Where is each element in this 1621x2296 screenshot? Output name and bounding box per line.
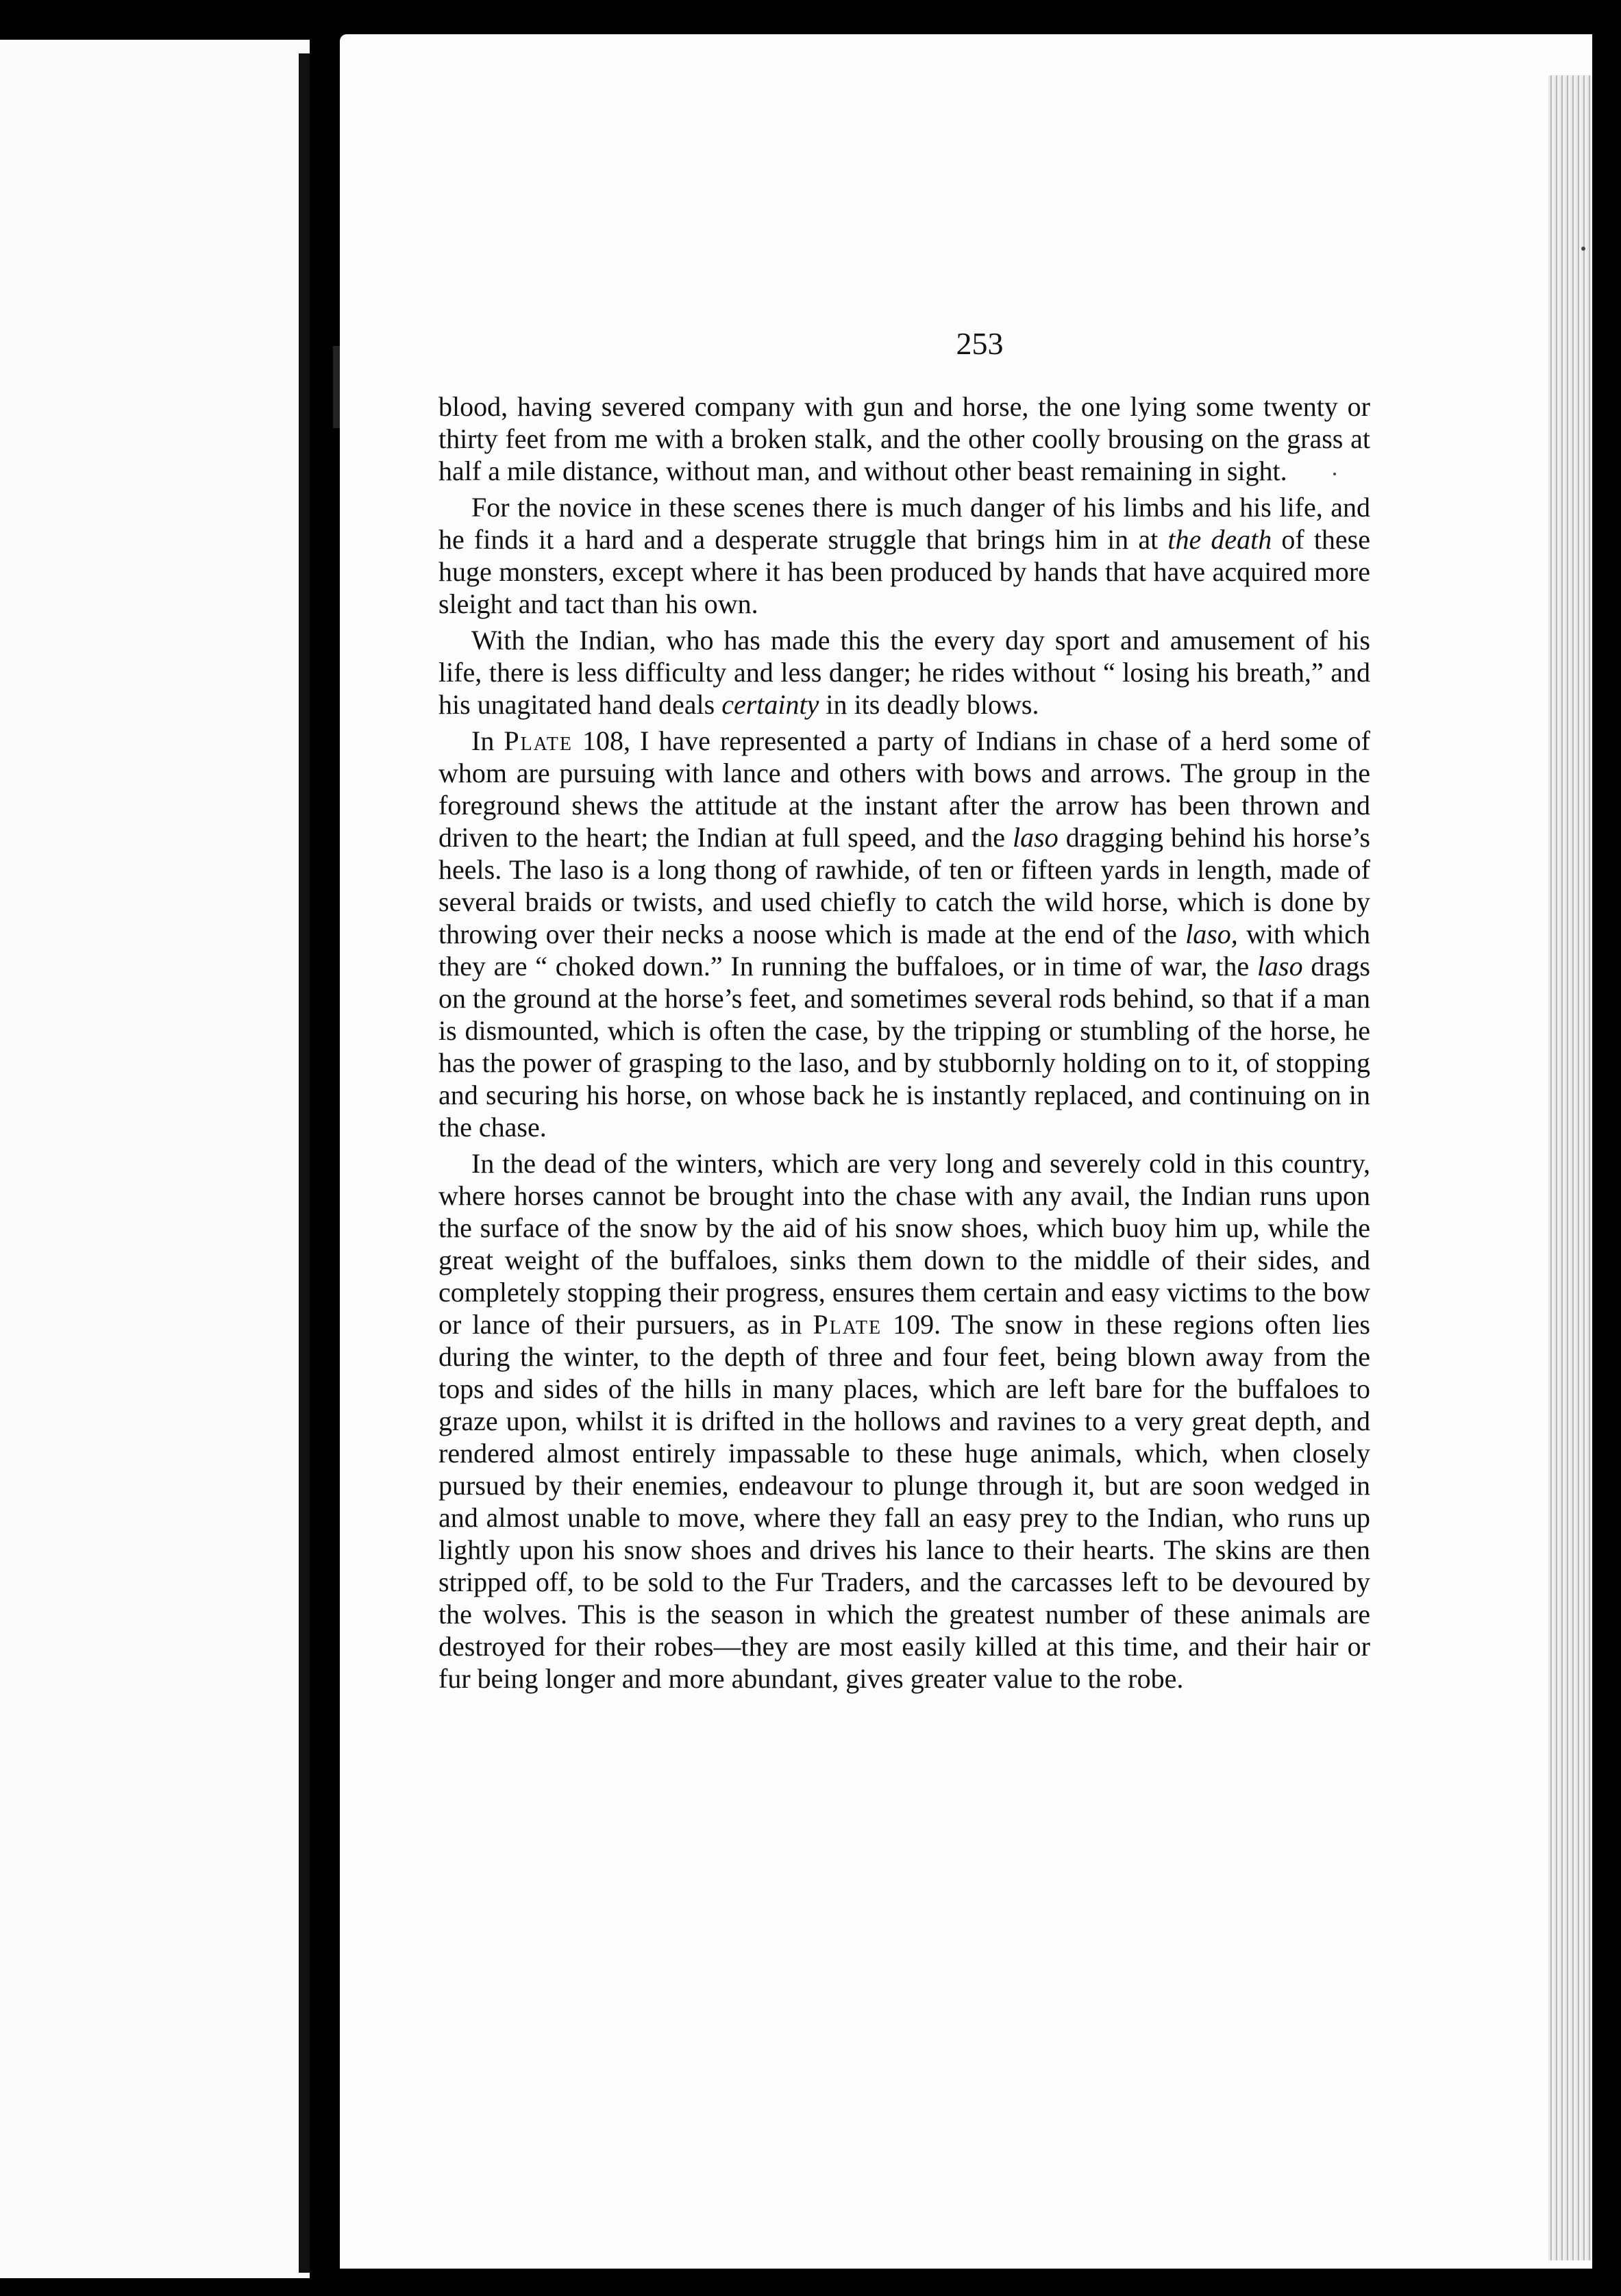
paragraph-text: In the dead of the winters, which are very long and severely cold in this country, where horses cannot be brought into the chase with any avail, the Indian runs upon the surface of the snow by the aid of his snow shoes, which buoy him up, while the great weight of the buffaloes, sinks them down to the middle of their sides, and completely stopping their progress, ensures them certain and easy victims to the bow or lance of their pursuers, as in [438, 1148, 1370, 1340]
paragraph [438, 624, 1370, 721]
left-page-edge [299, 53, 310, 2273]
paragraph [438, 725, 1370, 1143]
paragraph [438, 1147, 1370, 1695]
page-number: 253 [956, 326, 1004, 361]
right-page [340, 34, 1592, 2269]
plate-reference: Plate [813, 1309, 882, 1340]
paragraph-text: of these huge monsters, except where it has been produced by hands that have acquired more sleight and tact than his own. [438, 524, 1371, 619]
paragraph [438, 491, 1370, 620]
italic-phrase: laso [1013, 822, 1059, 853]
italic-phrase: the death [1167, 524, 1272, 555]
binding-mark [333, 346, 340, 428]
book-gutter [310, 0, 340, 2296]
paragraph-text: blood, having severed company with gun and horse, the one lying some twenty or thirty feet from me with a broken stalk, and the other coolly brousing on the grass at half a mile distance, without man, and without other beast remaining in sight. [438, 391, 1370, 486]
paragraph-text: 108, I have represented a party of Indians in chase of a herd some of whom are pursuing with lance and others with bows and arrows. The group in the foreground shews the attitude at the instant after the arrow has been thrown and driven to the heart; the Indian at full speed, and the [438, 725, 1370, 853]
paper-speck [1333, 473, 1336, 475]
italic-phrase: laso [1257, 951, 1303, 982]
paragraph-text: with which they are “ choked down.” In running the buffaloes, or in time of war, the [438, 919, 1370, 982]
paragraph-text: dragging behind his horse’s heels. The laso is a long thong of rawhide, of ten or fifteen yards in length, made of several braids or twists, and used chiefly to catch the wild horse, which is done by throwing over their necks a noose which is made at the end of the [438, 822, 1371, 949]
paragraph [438, 390, 1370, 487]
paragraph-text: 109. The snow in these regions often lies during the winter, to the depth of three and four feet, being blown away from the tops and sides of the hills in many places, which are left bare for the buffaloes to graze upon, whilst it is drifted in the hollows and ravines to a very great depth, and rendered almost entirely impassable to these huge animals, which, when closely pursued by their enemies, endeavour to plunge through it, but are soon wedged in and almost unable to move, where they fall an easy prey to the Indian, who runs up lightly upon his snow shoes and drives his lance to their hearts. The skins are then stripped off, to be sold to the Fur Traders, and the carcasses left to be devoured by the wolves. This is the season in which the greatest number of these animals are destroyed for their robes—they are most easily killed at this time, and their hair or fur being longer and more abundant, gives greater value to the robe. [438, 1309, 1370, 1694]
italic-phrase: certainty [721, 689, 819, 720]
paragraph-text: With the Indian, who has made this the every day sport and amusement of his life, there is less difficulty and less danger; he rides without “ losing his breath,” and his unagitated hand deals [438, 625, 1370, 720]
paragraph-text: in its deadly blows. [819, 689, 1039, 720]
body-text [438, 390, 1370, 1699]
page-edges [1548, 75, 1592, 2260]
italic-phrase: laso, [1185, 919, 1238, 949]
left-page [0, 40, 310, 2278]
paragraph-text: For the novice in these scenes there is much danger of his limbs and his life, and he finds it a hard and a desperate struggle that brings him in at [438, 492, 1370, 555]
paragraph-text: In [471, 725, 504, 756]
paragraph-text: drags on the ground at the horse’s feet, and sometimes several rods behind, so that if a man is dismounted, which is often the case, by the tripping or stumbling of the horse, he has the power of grasping to the laso, and by stubbornly holding on to it, of stopping and securing his horse, on whose back he is instantly replaced, and continuing on in the chase. [438, 951, 1371, 1143]
paper-speck [1581, 247, 1585, 251]
plate-reference: Plate [504, 725, 573, 756]
